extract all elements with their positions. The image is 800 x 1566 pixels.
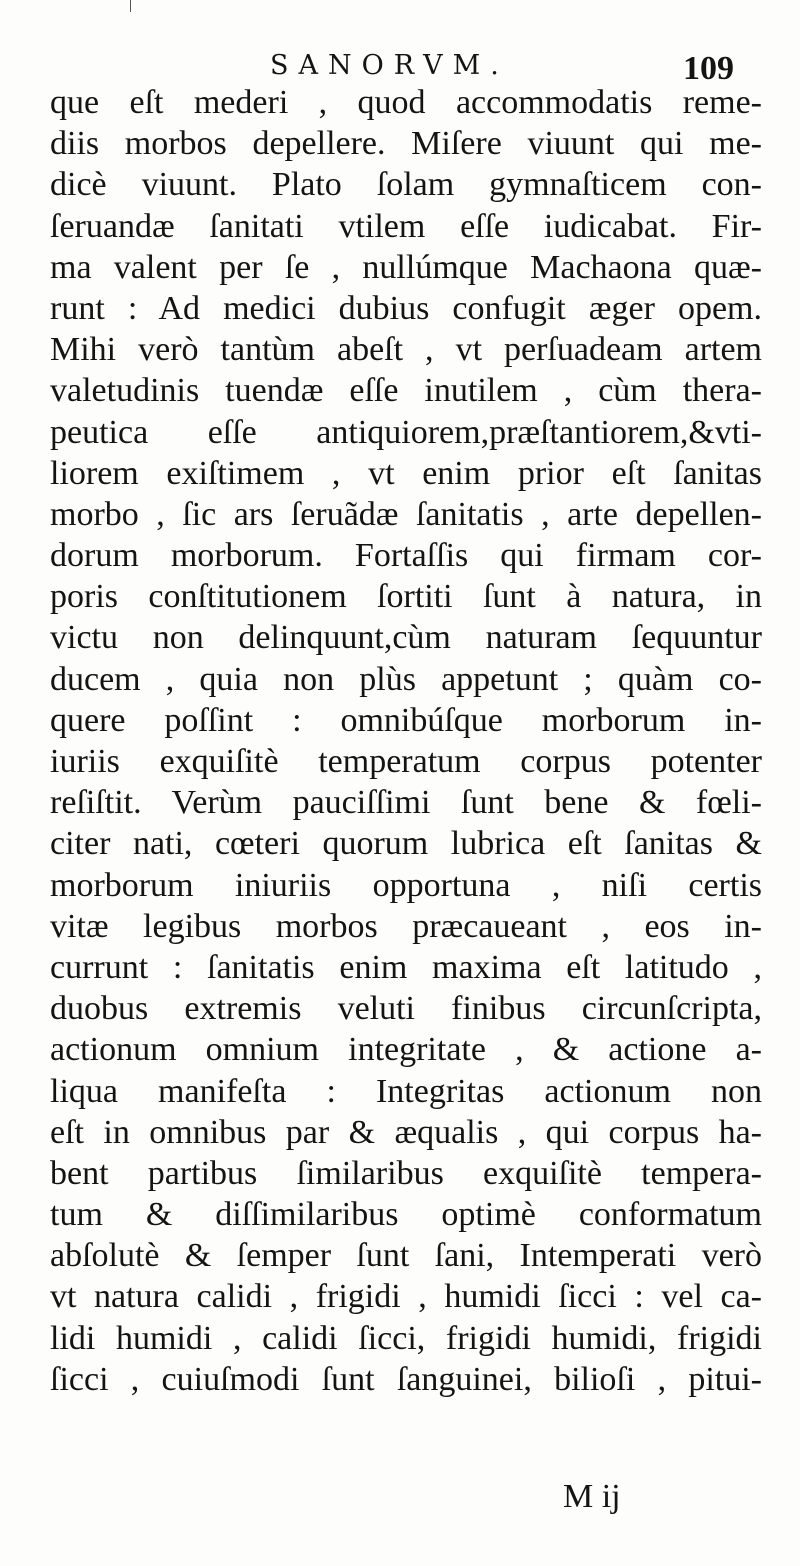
text-line: currunt : ſanitatis enim maxima eſt latitudo , — [50, 948, 762, 986]
text-line: valetudinis tuendæ eſſe inutilem , cùm thera- — [50, 372, 762, 410]
text-line: vitæ legibus morbos præcaueant , eos in- — [50, 907, 762, 945]
text-line: bent partibus ſimilaribus exquiſitè tempera- — [50, 1154, 762, 1192]
running-head: SANORVM. — [270, 50, 509, 81]
text-line: ducem , quia non plùs appetunt ; quàm co- — [50, 660, 762, 698]
text-line: reſiſtit. Verùm pauciſſimi ſunt bene & fœli- — [50, 784, 762, 822]
text-line: dorum morborum. Fortaſſis qui firmam cor- — [50, 537, 762, 575]
page-crease-mark — [130, 0, 131, 12]
text-line: actionum omnium integritate , & actione a- — [50, 1031, 762, 1069]
text-line: quere poſſint : omnibúſque morborum in- — [50, 701, 762, 739]
text-line: Mihi verò tantùm abeſt , vt perſuadeam artem — [50, 331, 762, 369]
text-line: duobus extremis veluti finibus circunſcripta, — [50, 990, 762, 1028]
text-line: liorem exiſtimem , vt enim prior eſt ſanitas — [50, 454, 762, 492]
body-text — [50, 82, 762, 1400]
text-line: dicè viuunt. Plato ſolam gymnaſticem con- — [50, 166, 762, 204]
text-line: liqua manifeſta : Integritas actionum non — [50, 1072, 762, 1110]
text-line: morbo , ſic ars ſeruãdæ ſanitatis , arte depellen- — [50, 495, 762, 533]
text-line: abſolutè & ſemper ſunt ſani, Intemperati verò — [50, 1237, 762, 1275]
text-line: tum & diſſimilaribus optimè conformatum — [50, 1196, 762, 1234]
text-line: ſeruandæ ſanitati vtilem eſſe iudicabat. Fir- — [50, 207, 762, 245]
text-line: poris conſtitutionem ſortiti ſunt à natura, in — [50, 578, 762, 616]
text-line: victu non delinquunt,cùm naturam ſequuntur — [50, 619, 762, 657]
text-line: iuriis exquiſitè temperatum corpus potenter — [50, 743, 762, 780]
text-line: que eſt mederi , quod accommodatis reme- — [50, 84, 762, 121]
text-line: eſt in omnibus par & æqualis , qui corpus ha- — [50, 1113, 762, 1151]
text-line: ma valent per ſe , nullúmque Machaona quæ- — [50, 248, 762, 286]
page-number: 109 — [683, 50, 734, 87]
text-line: diis morbos depellere. Miſere viuunt qui me- — [50, 125, 762, 163]
text-line: runt : Ad medici dubius confugit æger opem. — [50, 289, 762, 327]
text-line: lidi humidi , calidi ſicci, frigidi humidi, frigidi — [50, 1319, 762, 1357]
text-line: peutica eſſe antiquiorem,præſtantiorem,&vti- — [50, 413, 762, 451]
text-line: ſicci , cuiuſmodi ſunt ſanguinei, bilioſi , pitui- — [50, 1360, 762, 1398]
text-line: morborum iniuriis opportuna , niſi certis — [50, 866, 762, 904]
text-line: vt natura calidi , frigidi , humidi ſicci : vel ca- — [50, 1278, 762, 1316]
text-line: citer nati, cœteri quorum lubrica eſt ſanitas & — [50, 825, 762, 863]
signature-mark: M ij — [563, 1478, 621, 1515]
